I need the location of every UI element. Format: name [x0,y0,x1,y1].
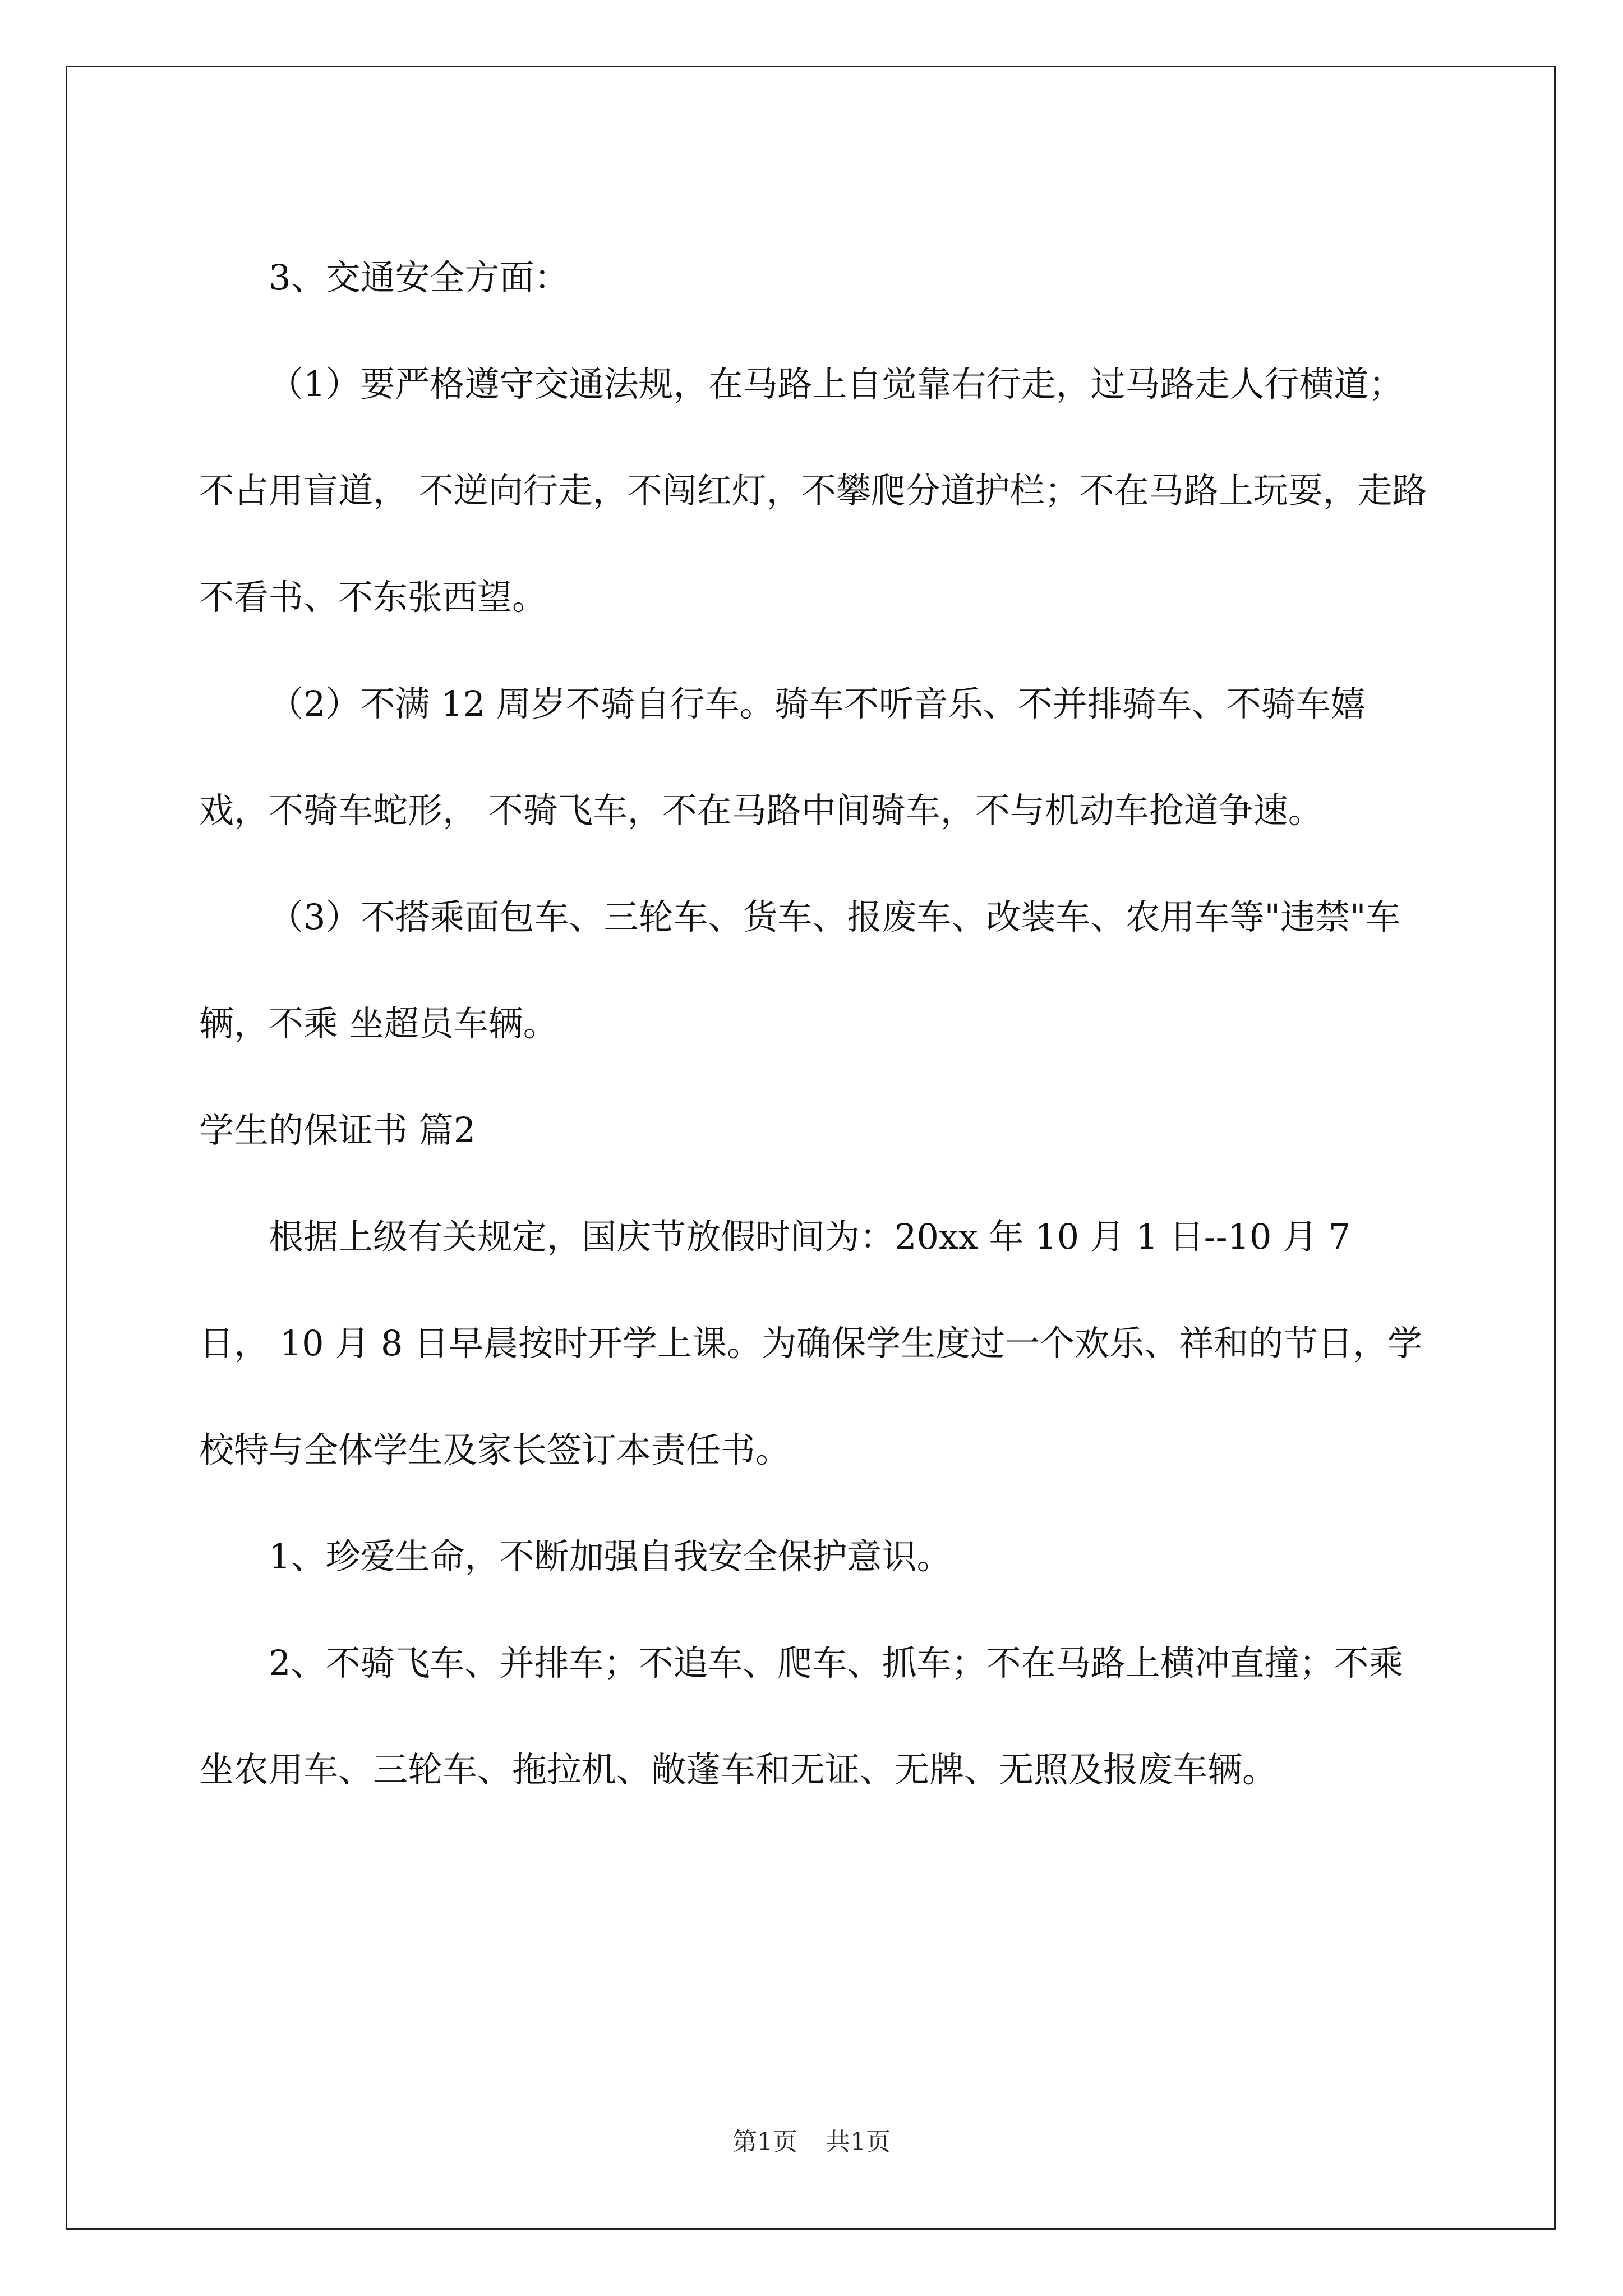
paragraph-traffic-rule-3: （3）不搭乘面包车、三轮车、货车、报废车、改装车、农用车等"违禁"车辆，不乘 坐超员车辆。 [199,896,1401,1044]
document-body [199,224,1430,1823]
paragraph-holiday-notice: 根据上级有关规定，国庆节放假时间为：20xx 年 10 月 1 日--10 月 7 日， 10 月 8 日早晨按时开学上课。为确保学生度过一个欢乐、祥和的节日，学校特与全体学生及家长签订本责任书。 [199,1216,1423,1470]
page-number-current: 第1页 [732,2128,797,2156]
section-title: 学生的保证书 篇2 [199,1110,476,1151]
paragraph-traffic-rule-2: （2）不满 12 周岁不骑自行车。骑车不听音乐、不并排骑车、不骑车嬉戏，不骑车蛇形， 不骑飞车，不在马路中间骑车，不与机动车抢道争速。 [199,683,1366,831]
paragraph-traffic-safety-heading: 3、交通安全方面： [269,257,569,298]
page-number-total: 共1页 [826,2128,891,2156]
paragraph-traffic-rule-1: （1）要严格遵守交通法规，在马路上自觉靠右行走，过马路走人行横道；不占用盲道， 不逆向行走，不闯红灯，不攀爬分道护栏；不在马路上玩耍，走路不看书、不东张西望。 [199,364,1427,618]
paragraph-item-1: 1、珍爱生命，不断加强自我安全保护意识。 [269,1536,952,1577]
paragraph-item-2: 2、不骑飞车、并排车；不追车、爬车、抓车；不在马路上横冲直撞；不乘坐农用车、三轮车、拖拉机、敞蓬车和无证、无牌、无照及报废车辆。 [199,1642,1404,1790]
page-footer [0,2122,1623,2157]
